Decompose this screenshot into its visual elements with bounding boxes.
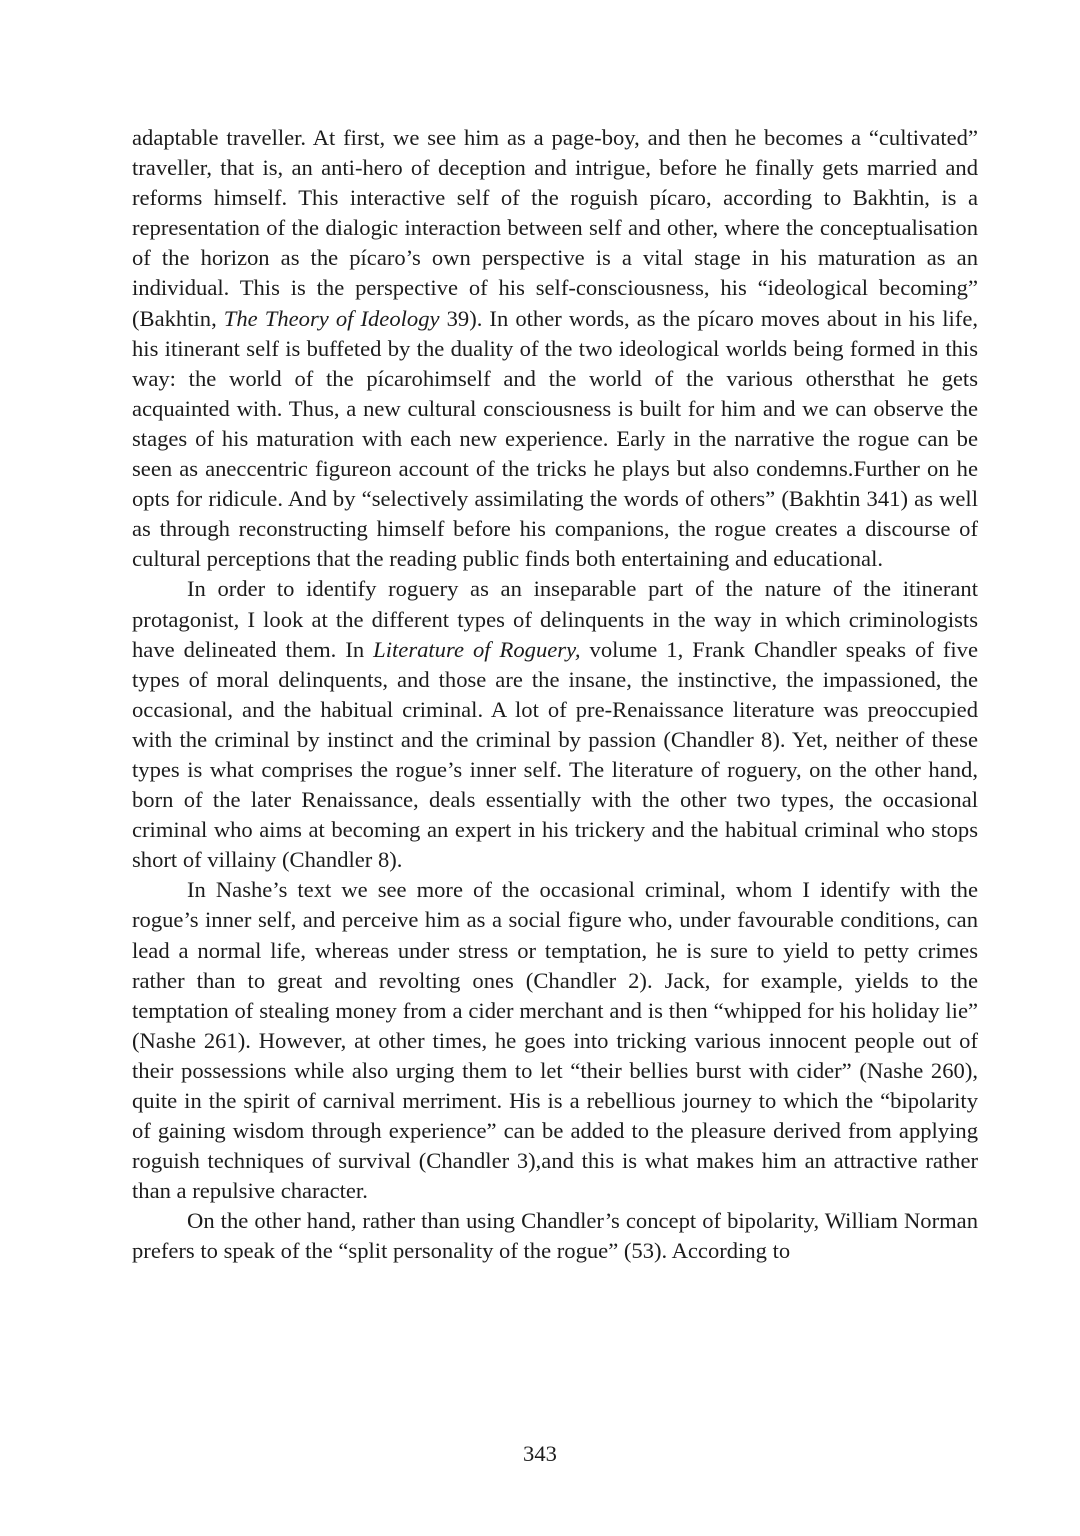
paragraph <box>132 1206 978 1266</box>
text-run: On the other hand, rather than using Chandler’s concept of bipolarity, William Norman prefers to speak of the “split personality of the rogue” (53). According to <box>132 1208 978 1264</box>
paragraph <box>132 875 978 1206</box>
paragraph <box>132 123 978 574</box>
text-run: 39). In other words, as the pícaro moves about in his life, his itinerant self is buffeted by the duality of the two ideological worlds being formed in this way: the world of the pícarohimself and the world of the various othersthat he gets acquainted with. Thus, a new cultural consciousness is built for him and we can observe the stages of his maturation with each new experience. Early in the narrative the rogue can be seen as aneccentric figureon account of the tricks he plays but also condemns.Further on he opts for ridicule. And by “selectively assimilating the words of others” (Bakhtin 341) as well as through reconstructing himself before his companions, the rogue creates a discourse of cultural perceptions that the reading public finds both entertaining and educational. <box>132 305 979 572</box>
text-run: In order to identify roguery as an inseparable part of the nature of the itinerant protagonist, I look at the different types of delinquents in the way in which criminologists have delineated them. In <box>132 576 978 662</box>
paragraph <box>132 574 978 875</box>
italic-title: Literature of Roguery, <box>373 636 581 662</box>
text-run: volume 1, Frank Chandler speaks of five types of moral delinquents, and those are the insane, the instinctive, the impassioned, the occasional, and the habitual criminal. A lot of pre-Renaissance literature was preoccupied with the criminal by instinct and the criminal by passion (Chandler 8). Yet, neither of these types is what comprises the rogue’s inner self. The literature of roguery, on the other hand, born of the later Renaissance, deals essentially with the other two types, the occasional criminal who aims at becoming an expert in his trickery and the habitual criminal who stops short of villainy (Chandler 8). <box>132 636 979 873</box>
italic-title: The Theory of Ideology <box>223 305 440 331</box>
text-run: In Nashe’s text we see more of the occasional criminal, whom I identify with the rogue’s inner self, and perceive him as a social figure who, under favourable conditions, can lead a normal life, whereas under stress or temptation, he is sure to yield to petty crimes rather than to great and revolting ones (Chandler 2). Jack, for example, yields to the temptation of stealing money from a cider merchant and is then “whipped for his holiday lie” (Nashe 261). However, at other times, he goes into tricking various innocent people out of their possessions while also urging them to let “their bellies burst with cider” (Nashe 260), quite in the spirit of carnival merriment. His is a rebellious journey to which the “bipolarity of gaining wisdom through experience” can be added to the pleasure derived from applying roguish techniques of survival (Chandler 3),and this is what makes him an attractive rather than a repulsive character. <box>132 877 978 1204</box>
body-text <box>132 123 978 1267</box>
page-number: 343 <box>523 1441 557 1466</box>
text-run: adaptable traveller. At first, we see him as a page-boy, and then he becomes a “cultivated” traveller, that is, an anti-hero of deception and intrigue, before he finally gets married and reforms himself. This interactive self of the roguish pícaro, according to Bakhtin, is a representation of the dialogic interaction between self and other, where the conceptualisation of the horizon as the pícaro’s own perspective is a vital stage in his maturation as an individual. This is the perspective of his self-consciousness, his “ideological becoming” (Bakhtin, <box>132 125 978 331</box>
